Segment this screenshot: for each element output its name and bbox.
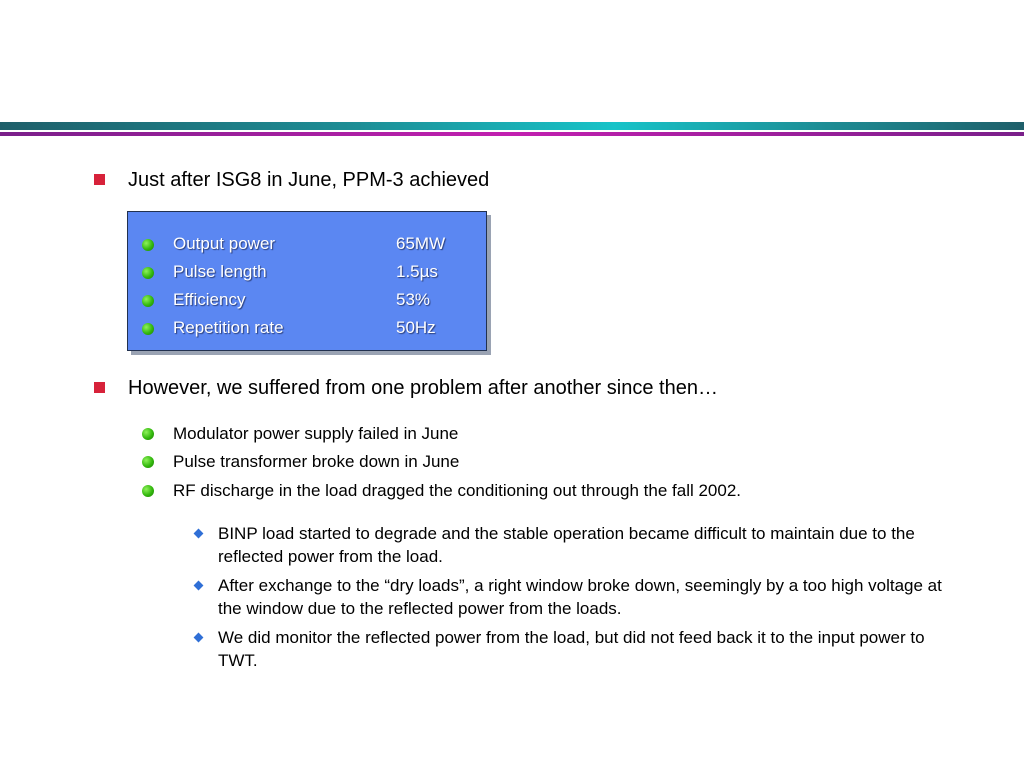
bullet-1-text: Just after ISG8 in June, PPM-3 achieved <box>128 169 490 191</box>
list-item: RF discharge in the load dragged the conditioning out through the fall 2002. <box>173 481 742 500</box>
sub-list-item: We did monitor the reflected power from the load, but did not feed back it to the input power to TWT. <box>218 628 925 670</box>
spec-value: 65MW <box>396 234 446 253</box>
spec-label: Repetition rate <box>173 318 284 337</box>
header-rule-teal <box>0 122 1024 130</box>
green-dot-bullet-icon <box>142 295 154 307</box>
list-item: Modulator power supply failed in June <box>173 424 459 443</box>
green-dot-bullet-icon <box>142 428 154 440</box>
bullet-2-text: However, we suffered from one problem after another since then… <box>128 377 718 399</box>
sub-list-item: BINP load started to degrade and the stable operation became difficult to maintain due to the reflected power from the load. <box>218 524 915 566</box>
green-dot-bullet-icon <box>142 267 154 279</box>
spec-row <box>128 289 486 313</box>
list-item: Pulse transformer broke down in June <box>173 452 460 471</box>
green-dot-bullet-icon <box>142 323 154 335</box>
spec-label: Efficiency <box>173 290 246 309</box>
spec-label: Pulse length <box>173 262 267 281</box>
diamond-bullet-icon <box>194 529 204 539</box>
spec-value: 1.5µs <box>396 262 438 281</box>
sub-list-item: After exchange to the “dry loads”, a right window broke down, seemingly by a too high voltage at the window due to the reflected power from the loads. <box>218 576 942 618</box>
spec-label: Output power <box>173 234 276 253</box>
spec-row <box>128 233 486 257</box>
spec-row <box>128 261 486 285</box>
green-dot-bullet-icon <box>142 239 154 251</box>
green-dot-bullet-icon <box>142 485 154 497</box>
spec-value: 50Hz <box>396 318 436 337</box>
square-bullet-icon <box>94 382 105 393</box>
diamond-bullet-icon <box>194 633 204 643</box>
header-rule-magenta <box>0 132 1024 136</box>
specs-box <box>127 211 487 351</box>
square-bullet-icon <box>94 174 105 185</box>
spec-row <box>128 317 486 341</box>
diamond-bullet-icon <box>194 581 204 591</box>
green-dot-bullet-icon <box>142 456 154 468</box>
spec-value: 53% <box>396 290 431 309</box>
